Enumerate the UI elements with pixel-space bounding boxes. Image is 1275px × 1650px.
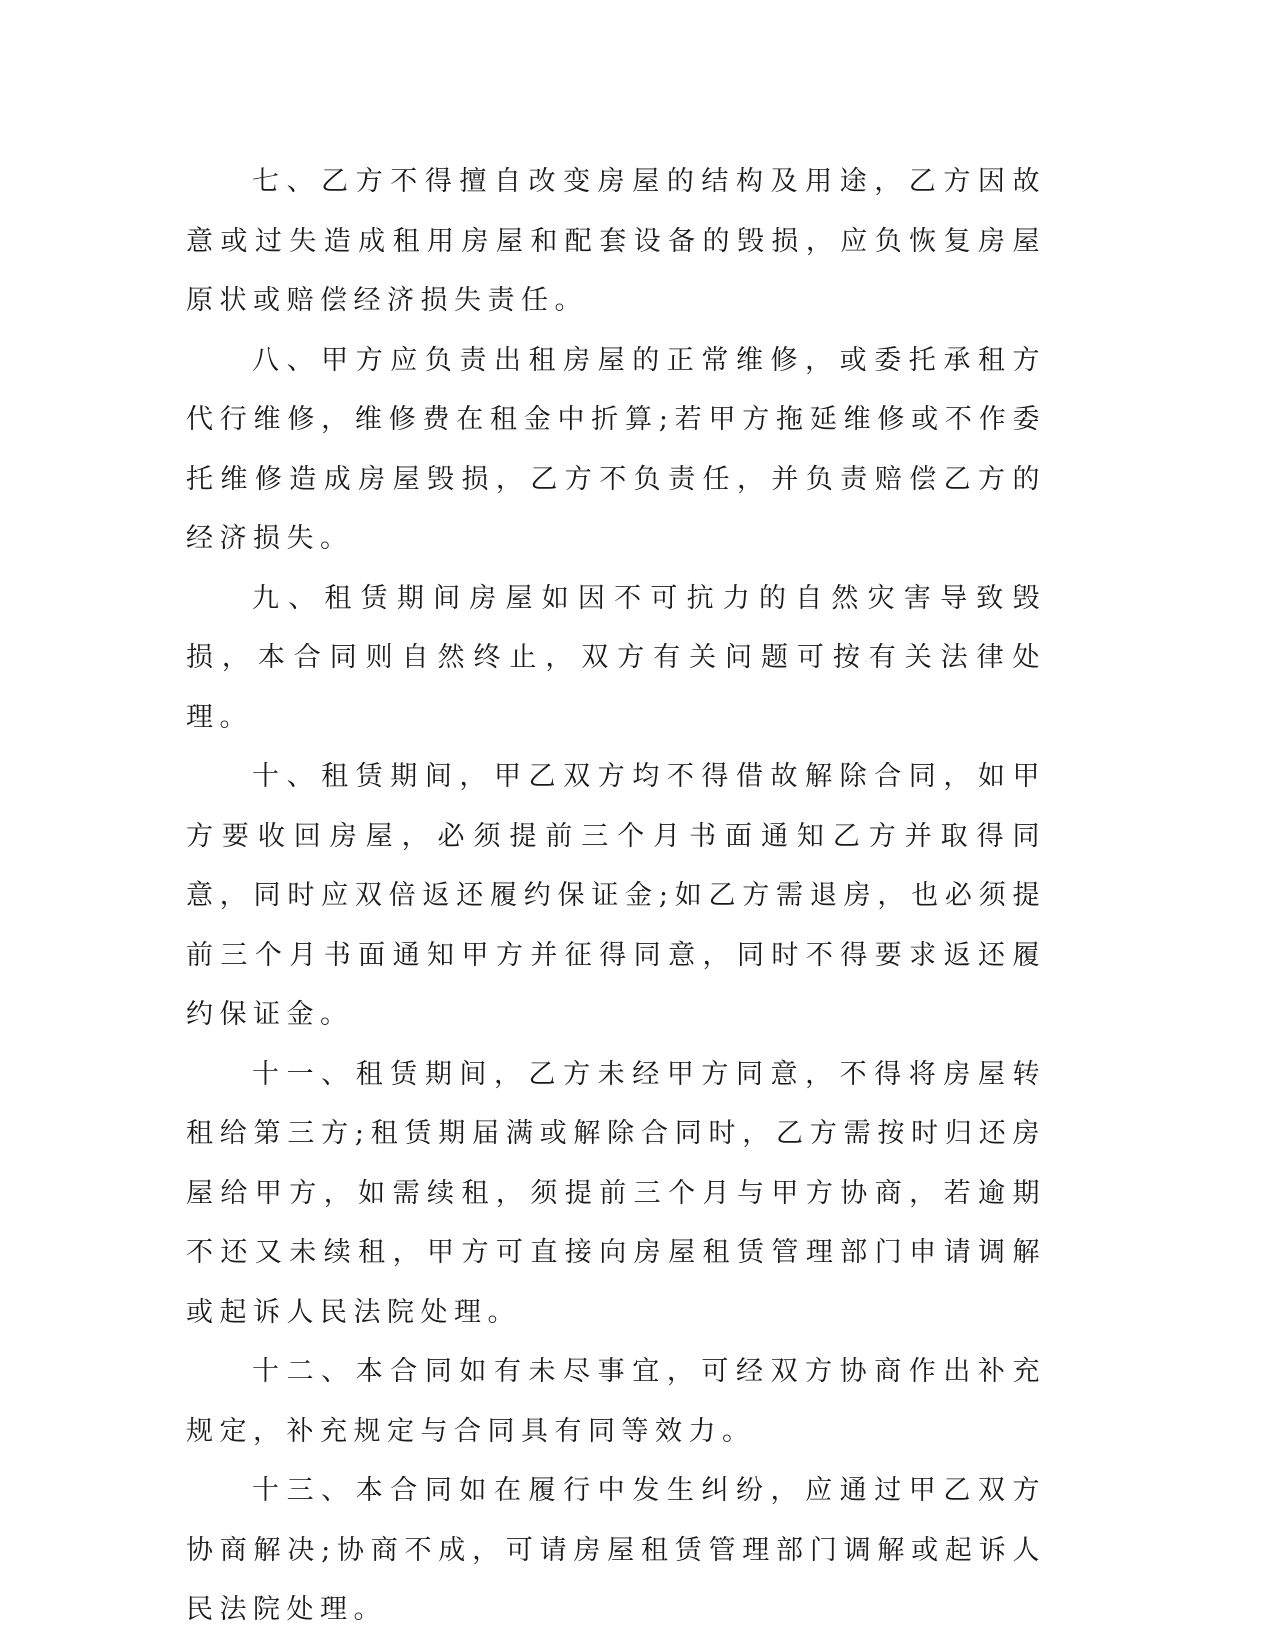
clause-9: 九、租赁期间房屋如因不可抗力的自然灾害导致毁损，本合同则自然终止，双方有关问题可按有关法律处理。 xyxy=(186,582,1046,733)
clause-13: 十三、本合同如在履行中发生纠纷，应通过甲乙双方协商解决;协商不成，可请房屋租赁管理部门调解或起诉人民法院处理。 xyxy=(186,1475,1046,1625)
clause-7: 七、乙方不得擅自改变房屋的结构及用途，乙方因故意或过失造成租用房屋和配套设备的毁损，应负恢复房屋原状或赔偿经济损失责任。 xyxy=(186,166,1046,316)
document-body xyxy=(186,152,1046,1640)
clause-10: 十、租赁期间，甲乙双方均不得借故解除合同，如甲方要收回房屋，必须提前三个月书面通知乙方并取得同意，同时应双倍返还履约保证金;如乙方需退房，也必须提前三个月书面通知甲方并征得同意，同时不得要求返还履约保证金。 xyxy=(186,761,1046,1030)
clause-12: 十二、本合同如有未尽事宜，可经双方协商作出补充规定，补充规定与合同具有同等效力。 xyxy=(186,1356,1046,1447)
clause-8: 八、甲方应负责出租房屋的正常维修，或委托承租方代行维修，维修费在租金中折算;若甲方拖延维修或不作委托维修造成房屋毁损，乙方不负责任，并负责赔偿乙方的经济损失。 xyxy=(186,344,1046,554)
clause-11: 十一、租赁期间，乙方未经甲方同意，不得将房屋转租给第三方;租赁期届满或解除合同时，乙方需按时归还房屋给甲方，如需续租，须提前三个月与甲方协商，若逾期不还又未续租，甲方可直接向房屋租赁管理部门申请调解或起诉人民法院处理。 xyxy=(186,1058,1046,1328)
